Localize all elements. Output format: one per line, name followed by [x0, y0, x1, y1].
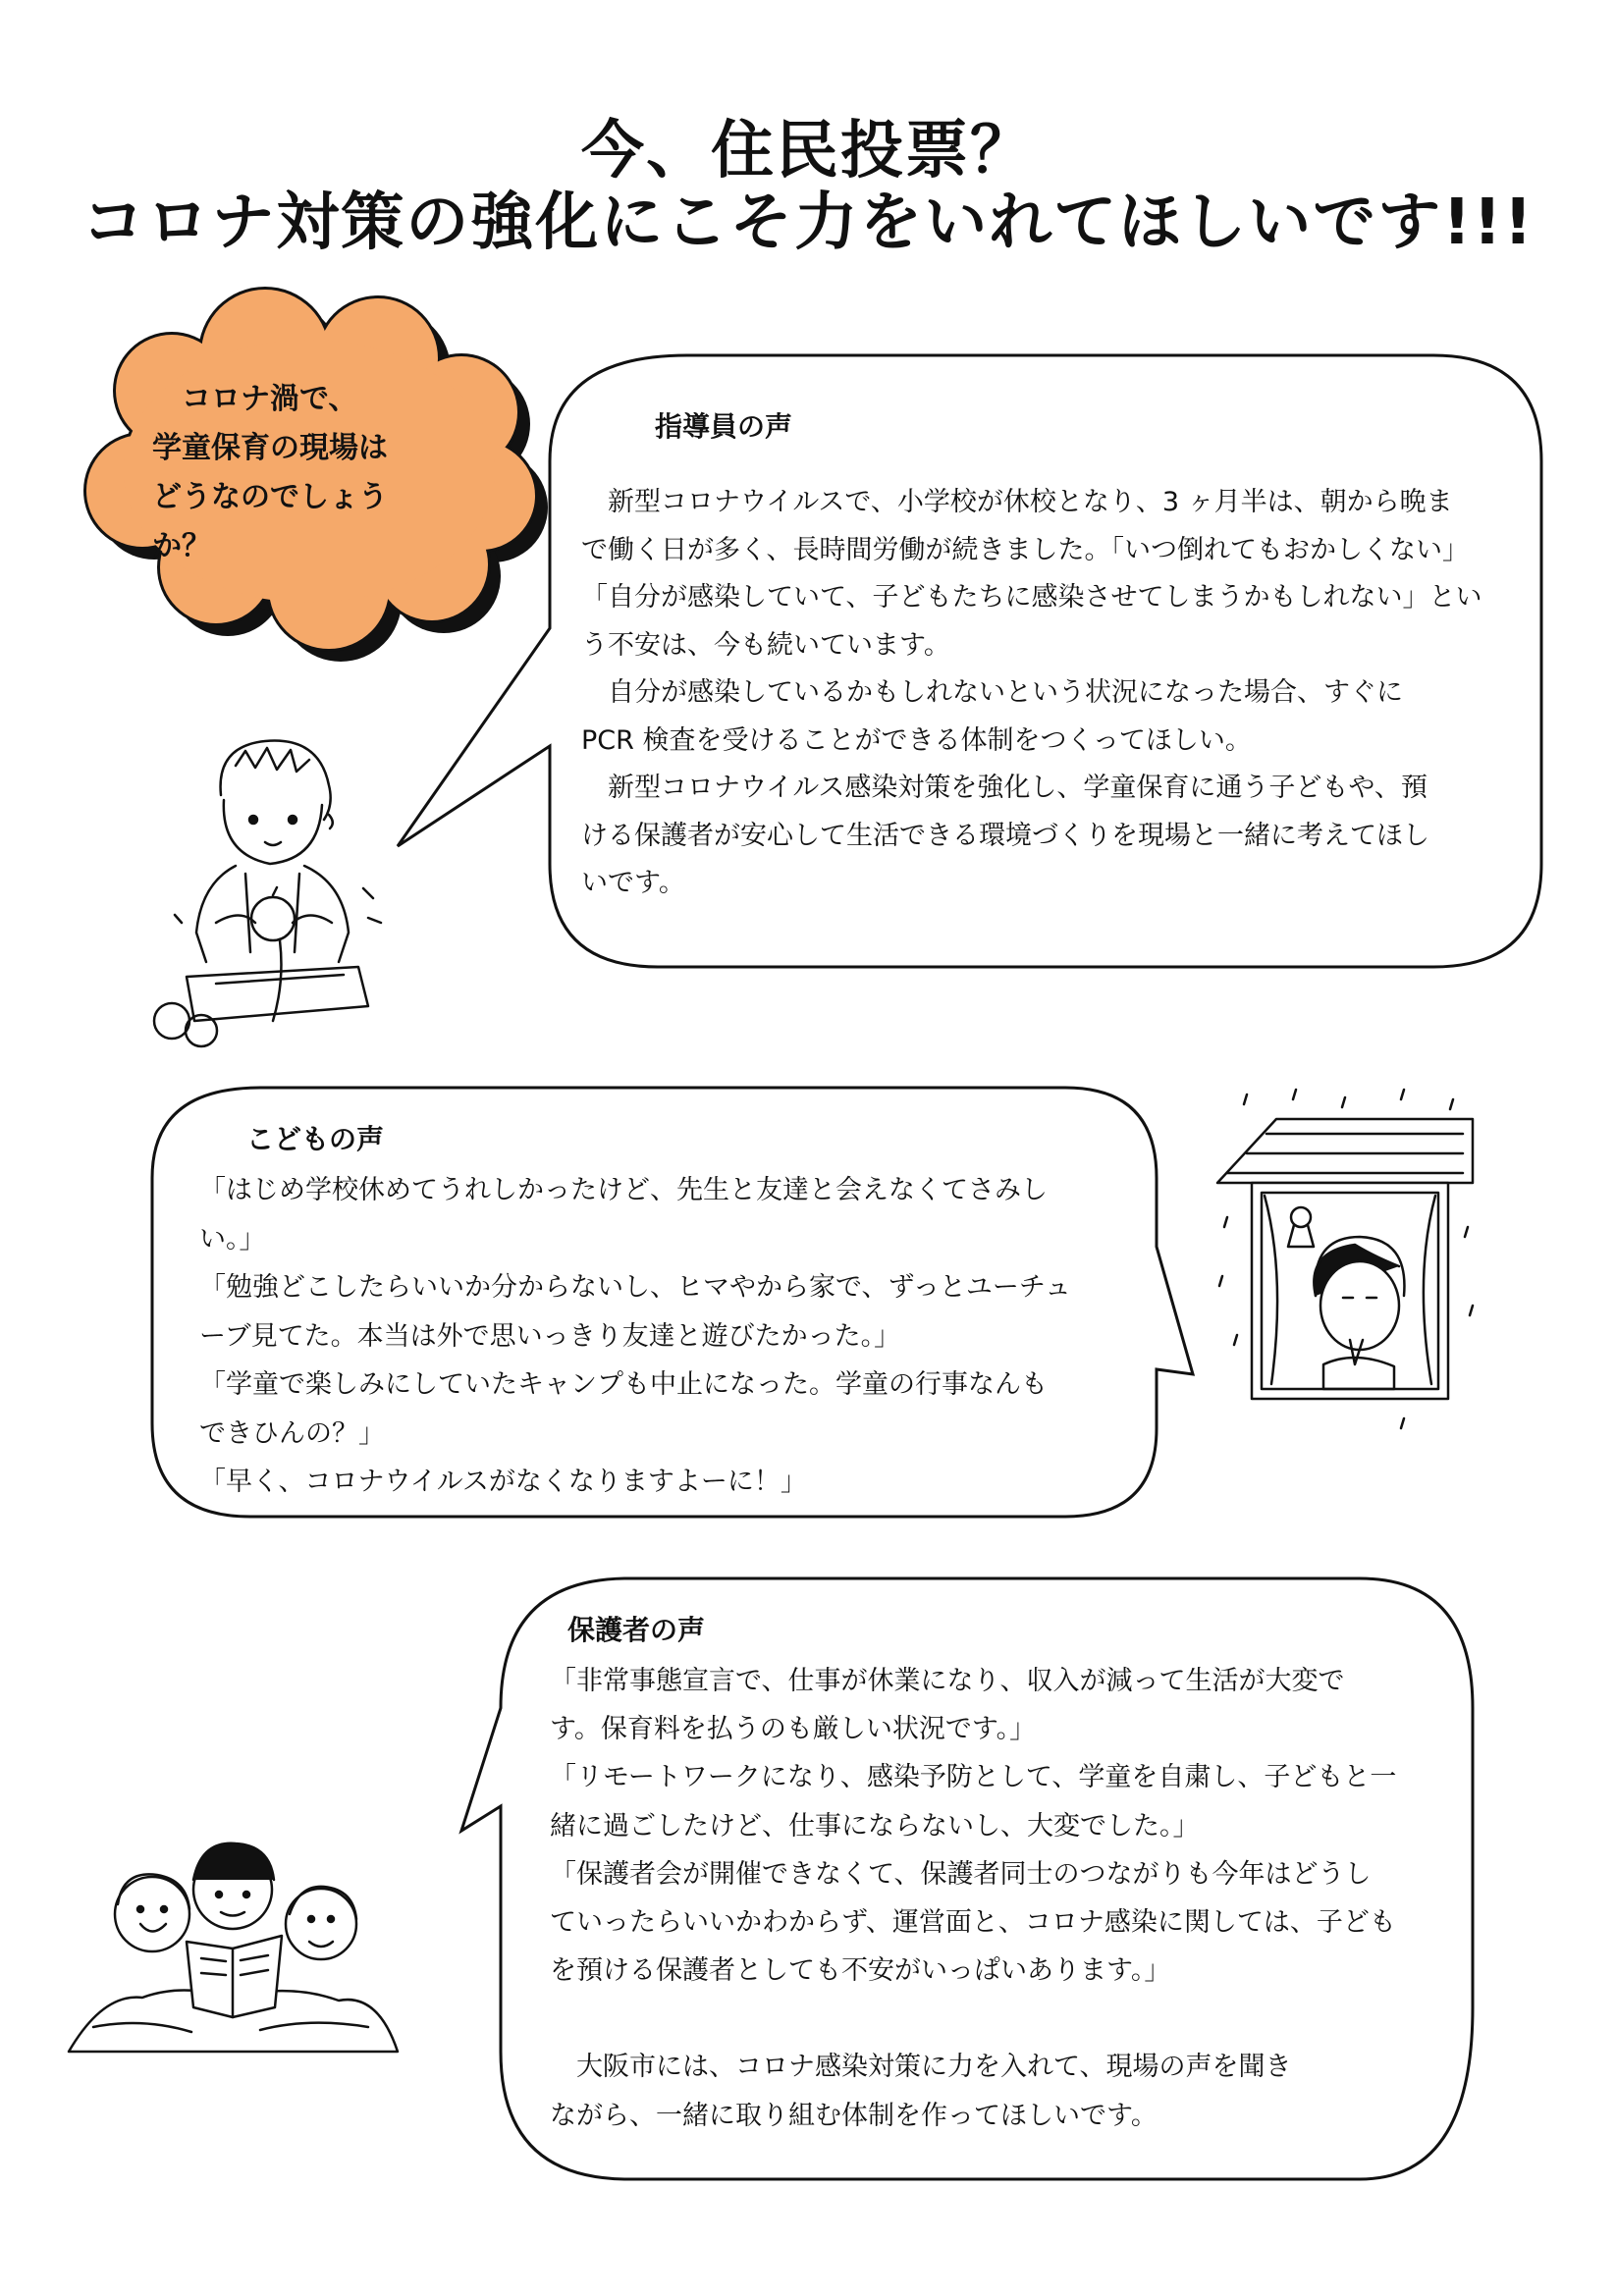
children-voice-line: 「学童で楽しみにしていたキャンプも中止になった。学童の行事なんも — [199, 1369, 1048, 1400]
staff-voice-line: いです。 — [581, 868, 685, 898]
children-voice-section — [199, 1117, 1142, 1507]
children-voice-line: 「早く、コロナウイルスがなくなりますよーに！」 — [199, 1467, 807, 1497]
staff-voice-line: 自分が感染しているかもしれないという状況になった場合、すぐに — [581, 677, 1403, 708]
children-voice-line: 「はじめ学校休めてうれしかったけど、先生と友達と会えなくてさみし — [199, 1175, 1048, 1205]
parents-voice-closing-line: ながら、一緒に取り組む体制を作ってほしいです。 — [550, 2100, 1158, 2131]
parents-voice-line: 「保護者会が開催できなくて、保護者同士のつながりも今年はどうし — [550, 1858, 1372, 1890]
staff-member-illustration — [147, 726, 403, 1050]
parents-voice-line: 緒に過ごしたけど、仕事にならないし、大変でした。」 — [550, 1810, 1200, 1842]
children-voice-heading: こどもの声 — [246, 1123, 385, 1155]
staff-voice-line: ける保護者が安心して生活できる環境づくりを現場と一緒に考えてほし — [581, 820, 1429, 851]
children-voice-line: できひんの？」 — [199, 1417, 385, 1449]
staff-voice-line: 新型コロナウイルス感染対策を強化し、学童保育に通う子どもや、預 — [581, 773, 1427, 803]
cloud-line: 学童保育の現場は — [152, 431, 388, 465]
staff-voice-line: 新型コロナウイルスで、小学校が休校となり、3 ヶ月半は、朝から晩ま — [581, 487, 1453, 517]
parents-voice-line: ていったらいいかわからず、運営面と、コロナ感染に関しては、子ども — [550, 1907, 1396, 1939]
staff-voice-line: で働く日が多く、長時間労働が続きました。「いつ倒れてもおかしくない」 — [581, 534, 1469, 565]
question-cloud-text — [152, 375, 466, 571]
parents-voice-line: を預ける保護者としても不安がいっぱいあります。」 — [550, 1955, 1171, 1987]
parents-voice-line: 「非常事態宣言で、仕事が休業になり、収入が減って生活が大変で — [550, 1666, 1345, 1696]
page-title-line-2: コロナ対策の強化にこそ力をいれてほしいです!!! — [81, 187, 1535, 259]
family-reading-illustration — [64, 1826, 403, 2061]
children-voice-line: い。」 — [199, 1223, 266, 1255]
staff-voice-line: 「自分が感染していて、子どもたちに感染させてしまうかもしれない」とい — [581, 582, 1482, 613]
parents-voice-closing-line: 大阪市には、コロナ感染対策に力を入れて、現場の声を聞き — [550, 2052, 1292, 2083]
parents-voice-section — [550, 1608, 1453, 2140]
staff-voice-line: PCR 検査を受けることができる体制をつくってほしい。 — [581, 724, 1252, 756]
parents-voice-line: す。保育料を払うのも厳しい状況です。」 — [550, 1714, 1037, 1745]
parents-voice-heading: 保護者の声 — [567, 1614, 706, 1646]
staff-voice-section — [581, 404, 1514, 908]
child-at-window-illustration — [1208, 1080, 1492, 1433]
staff-voice-line: う不安は、今も続いています。 — [581, 629, 950, 661]
page-title-line-1: 今、住民投票？ — [581, 115, 1035, 187]
cloud-line: か？ — [152, 529, 211, 563]
children-voice-line: ーブ見てた。本当は外で思いっきり友達と遊びたかった。」 — [199, 1320, 901, 1352]
cloud-line: コロナ渦で、 — [152, 382, 358, 416]
staff-voice-heading: 指導員の声 — [655, 410, 793, 443]
children-voice-line: 「勉強どこしたらいいか分からないし、ヒマやから家で、ずっとユーチュ — [199, 1272, 1072, 1303]
parents-voice-line: 「リモートワークになり、感染予防として、学童を自粛し、子どもと一 — [550, 1762, 1397, 1793]
cloud-line: どうなのでしょう — [152, 480, 388, 514]
